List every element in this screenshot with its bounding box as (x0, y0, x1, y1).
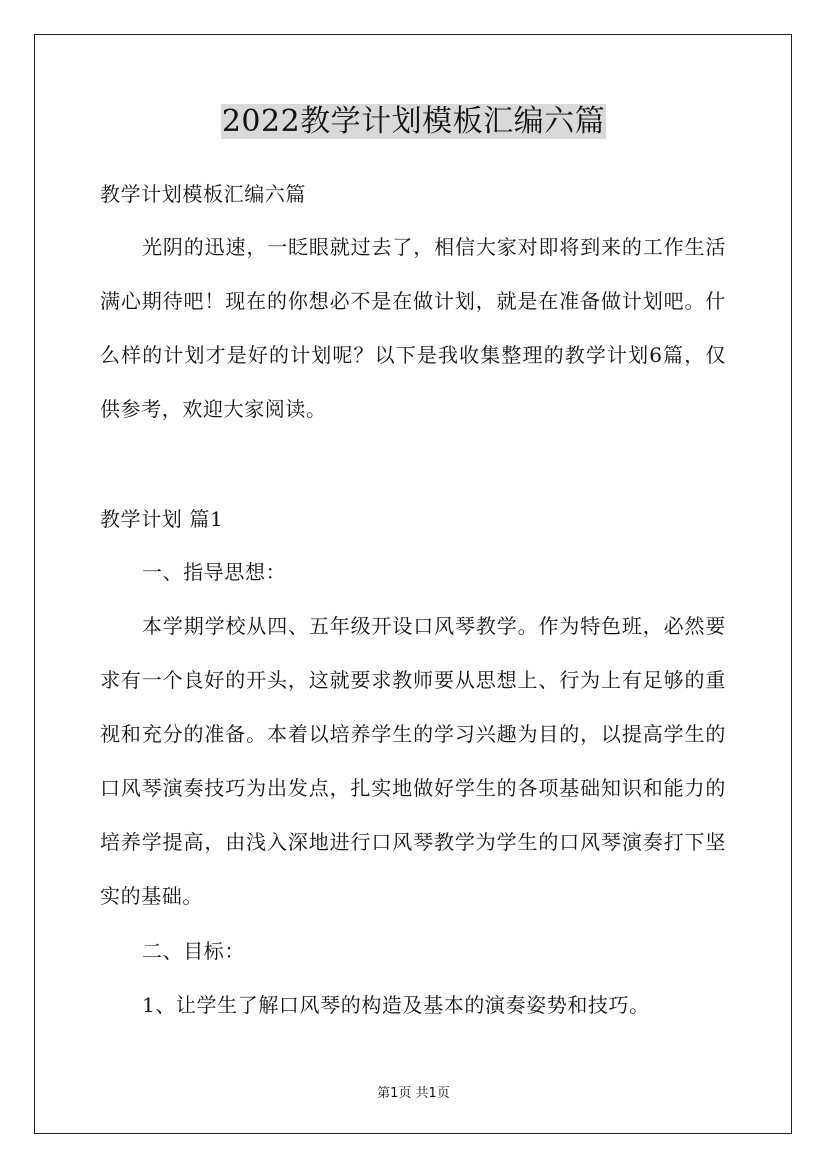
section-heading: 教学计划 篇1 (100, 507, 224, 531)
document-title-row (0, 100, 827, 144)
part1-line-4: 口风琴演奏技巧为出发点，扎实地做好学生的各项基础知识和能力的 (100, 776, 726, 800)
part1-line-3: 视和充分的准备。本着以培养学生的学习兴趣为目的，以提高学生的 (100, 722, 726, 746)
part1-line-2: 求有一个良好的开头，这就要求教师要从思想上、行为上有足够的重 (100, 668, 726, 692)
part1-line-1: 本学期学校从四、五年级开设口风琴教学。作为特色班，必然要 (142, 614, 726, 638)
intro-line-1: 光阴的迅速，一眨眼就过去了，相信大家对即将到来的工作生活 (142, 235, 726, 259)
goal-item-1: 1、让学生了解口风琴的构造及基本的演奏姿势和技巧。 (142, 993, 650, 1017)
intro-line-2: 满心期待吧！现在的你想必不是在做计划，就是在准备做计划吧。什 (100, 289, 726, 313)
part1-heading: 一、指导思想： (142, 560, 287, 584)
document-subtitle: 教学计划模板汇编六篇 (100, 182, 306, 206)
intro-line-3: 么样的计划才是好的计划呢？以下是我收集整理的教学计划6篇，仅 (100, 343, 726, 367)
intro-line-4: 供参考，欢迎大家阅读。 (100, 397, 327, 421)
part2-heading: 二、目标： (142, 939, 245, 963)
page-number: 第1页 共1页 (377, 1086, 450, 1101)
document-title: 2022教学计划模板汇编六篇 (221, 104, 606, 139)
part1-line-6: 实的基础。 (100, 884, 203, 908)
part1-line-5: 培养学提高，由浅入深地进行口风琴教学为学生的口风琴演奏打下坚 (100, 830, 726, 854)
